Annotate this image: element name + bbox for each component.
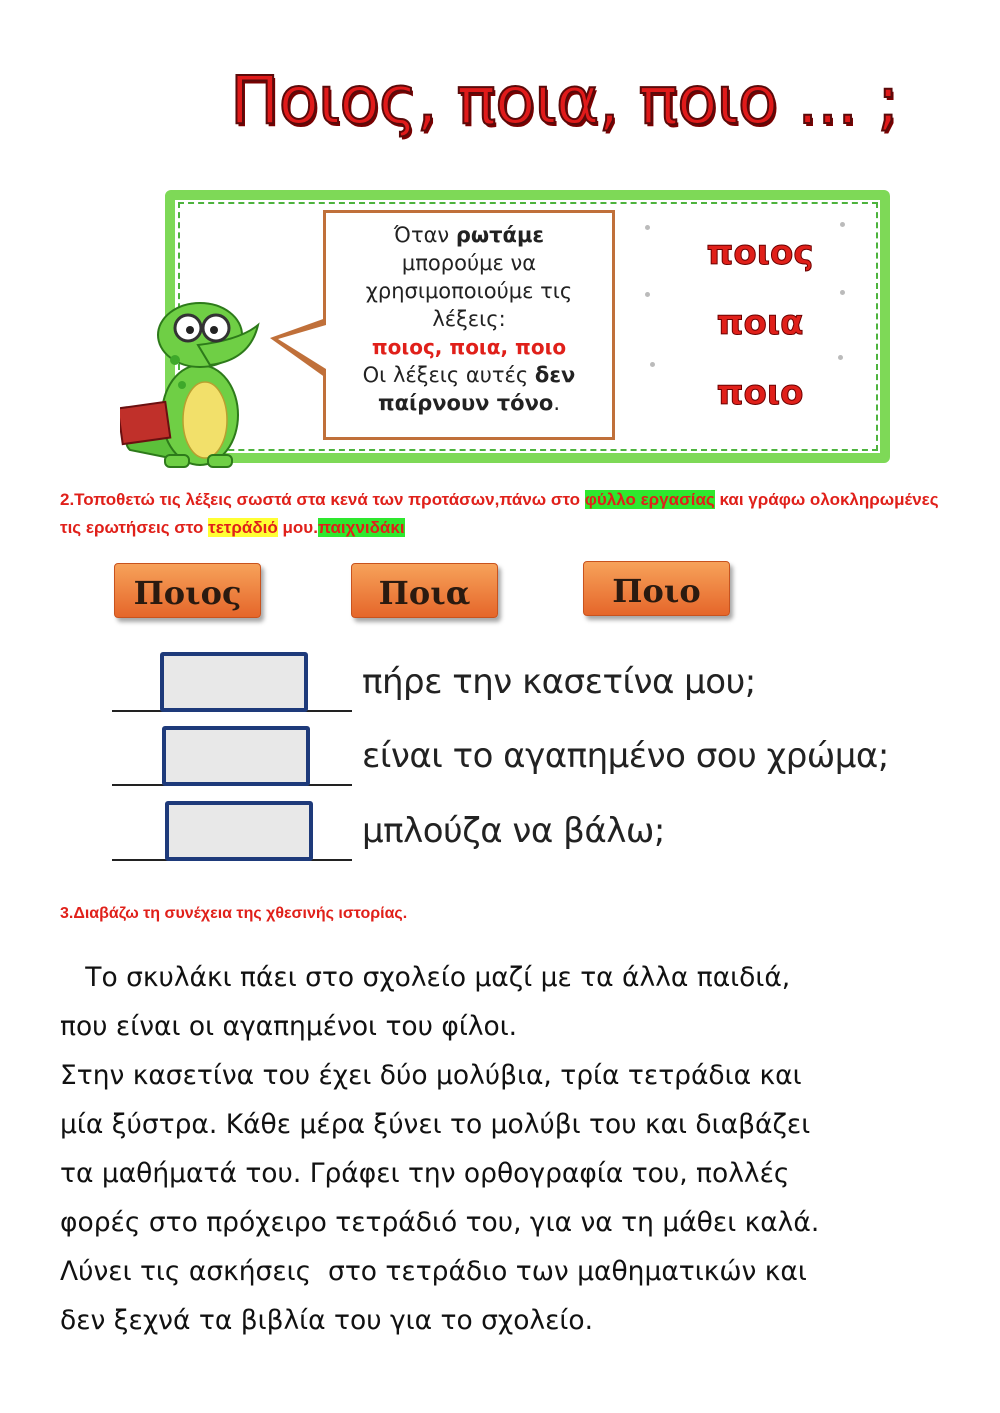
instruction-part-1: 2.Τοποθετώ τις λέξεις σωστά στα κενά των προτάσων,πάνω στο	[60, 490, 585, 509]
instruction-text	[60, 486, 960, 542]
story-line: που είναι οι αγαπημένοι του φίλοι.	[60, 1011, 518, 1042]
info-line-2: μπορούμε να	[401, 251, 537, 275]
story-line: δεν ξεχνά τα βιβλία του για το σχολείο.	[60, 1305, 594, 1336]
drop-box-3[interactable]	[165, 801, 313, 861]
drop-box-2[interactable]	[162, 726, 310, 786]
info-line-1	[326, 221, 612, 249]
instruction-part-2: και γράφω ολοκληρωμένες τις ερωτήσεις στο	[60, 490, 939, 537]
drag-word-poios[interactable]: Ποιος	[114, 563, 261, 618]
instruction-highlight-worksheet: φύλλο εργασίας	[584, 490, 715, 509]
story-line: Στην κασετίνα του έχει δύο μολύβια, τρία τετράδια και	[60, 1060, 802, 1091]
info-line-6-text: Οι λέξεις αυτές	[362, 363, 535, 387]
info-line-7-bold: παίρνουν τόνο	[377, 391, 554, 415]
story-line: Λύνει τις ασκήσεις στο τετράδιο των μαθηματικών και	[60, 1256, 807, 1287]
drop-box-1[interactable]	[160, 652, 308, 712]
info-line-1-bold: ρωτάμε	[455, 223, 545, 247]
info-line-3: χρησιμοποιούμε τις	[365, 279, 573, 303]
speech-bubble-tail-inner	[278, 325, 326, 369]
story-line: μία ξύστρα. Κάθε μέρα ξύνει το μολύβι του και διαβάζει	[60, 1109, 811, 1140]
info-line-1-text: Όταν	[393, 223, 456, 247]
word-list-item: ποιο	[716, 373, 804, 413]
info-line-4: λέξεις:	[432, 307, 506, 331]
crocodile-mascot-icon	[120, 290, 260, 470]
story-line: τα μαθήματά του. Γράφει την ορθογραφία του, πολλές	[60, 1158, 790, 1189]
info-line-5: ποιος, ποια, ποιο	[371, 335, 567, 359]
speech-bubble	[323, 210, 615, 440]
story-text	[60, 953, 940, 1345]
info-line-7-end: .	[553, 391, 561, 415]
word-list-item: ποιος	[706, 233, 814, 273]
instruction-highlight-game: παιχνιδάκι	[317, 518, 405, 537]
instruction-part-3: μου.	[277, 518, 318, 537]
drag-word-poio[interactable]: Ποιο	[583, 561, 730, 616]
info-line-6-bold: δεν	[534, 363, 576, 387]
story-line: Το σκυλάκι πάει στο σχολείο μαζί με τα άλλα παιδιά,	[60, 962, 791, 993]
sentence-text-1: πήρε την κασετίνα μου;	[362, 662, 756, 702]
word-list	[640, 228, 880, 438]
sentence-text-3: μπλούζα να βάλω;	[362, 811, 665, 851]
decor-dot	[840, 222, 845, 227]
story-line: φορές στο πρόχειρο τετράδιό του, για να τη μάθει καλά.	[60, 1207, 820, 1238]
section-3-title: 3.Διαβάζω τη συνέχεια της χθεσινής ιστορίας.	[60, 905, 408, 922]
drag-word-poia[interactable]: Ποια	[351, 563, 498, 618]
sentence-text-2: είναι το αγαπημένο σου χρώμα;	[362, 736, 889, 776]
info-line-6	[326, 361, 612, 389]
info-line-7	[326, 389, 612, 417]
word-list-item: ποια	[716, 303, 804, 343]
instruction-highlight-notebook: τετράδιό	[208, 518, 278, 537]
page-title: Ποιος, ποια, ποιο ... ;	[230, 62, 899, 139]
